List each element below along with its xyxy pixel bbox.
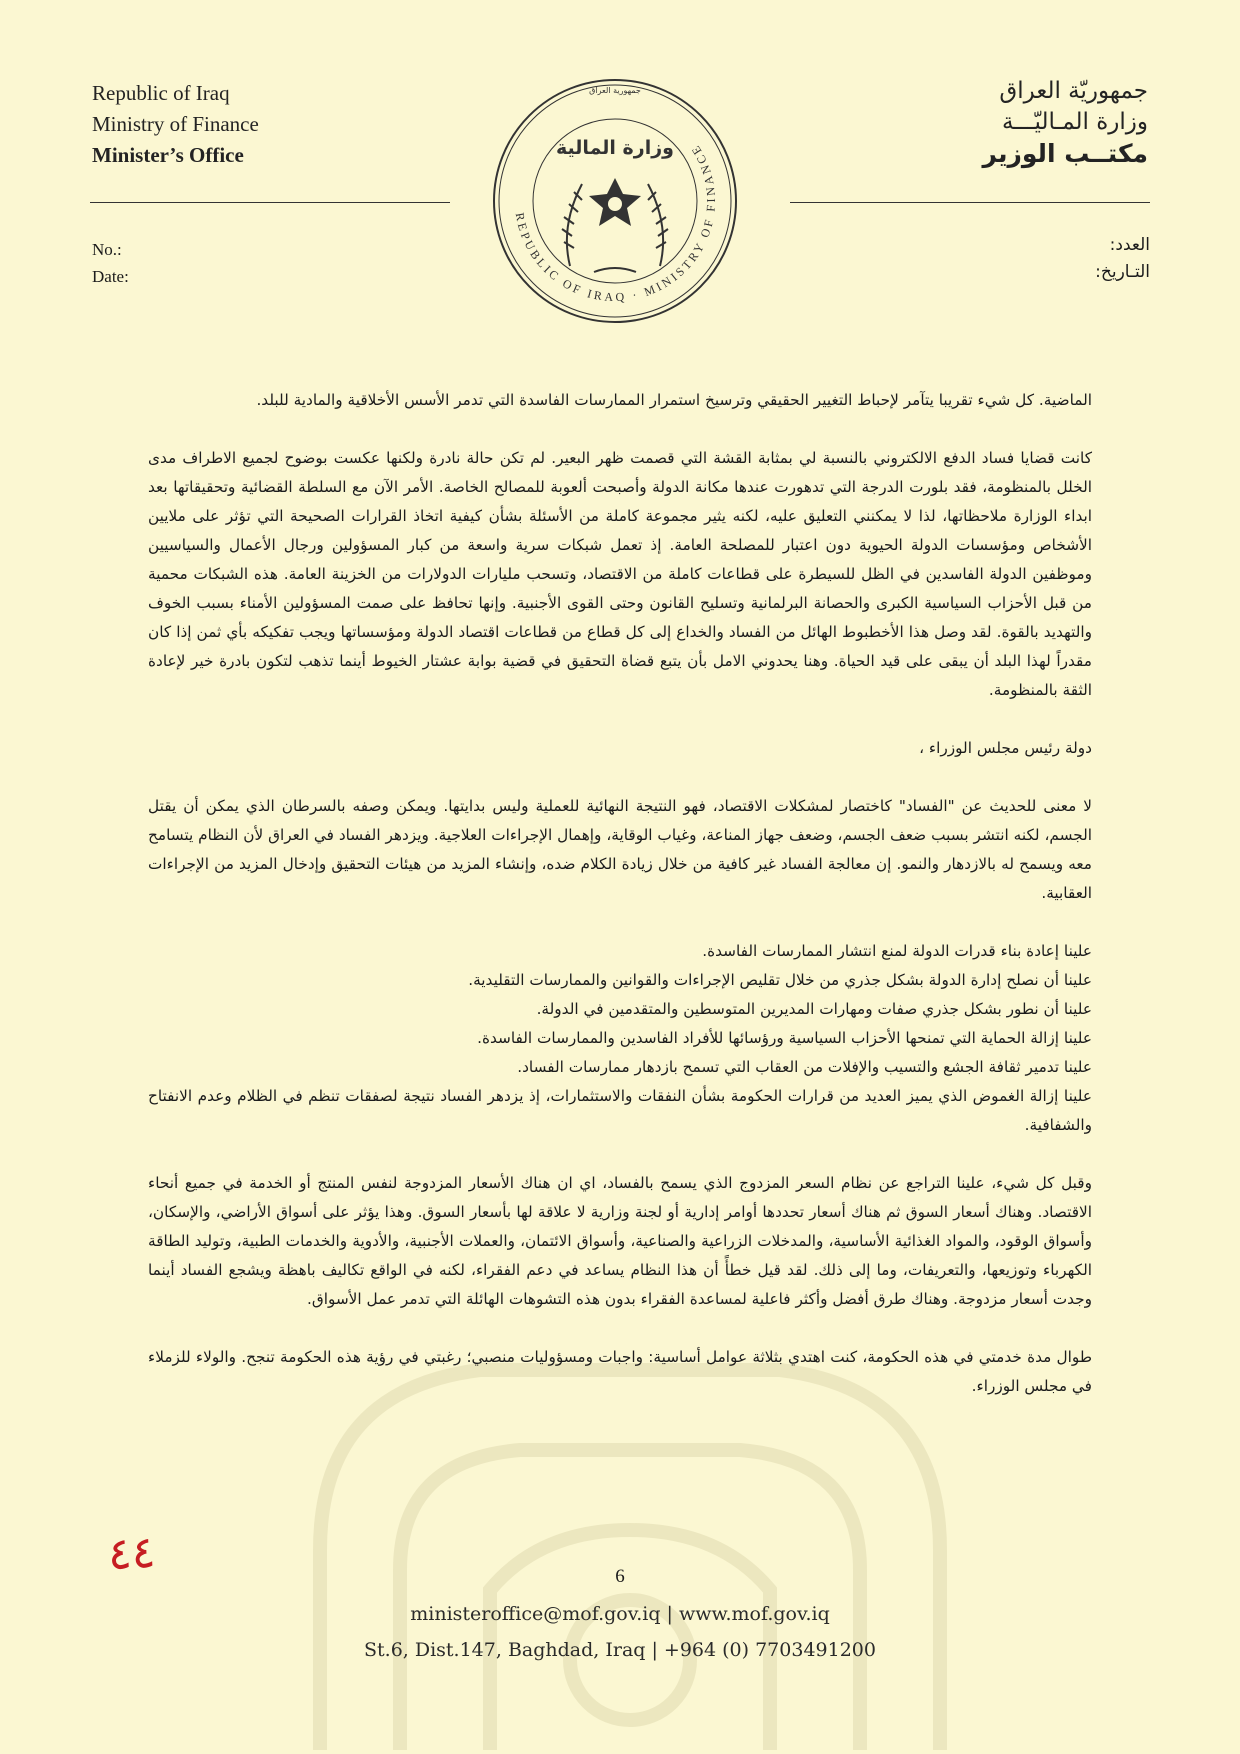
paragraph-3: لا معنى للحديث عن "الفساد" كاختصار لمشكلات الاقتصاد، فهو النتيجة النهائية للعملية وليس بدايتها. ويمكن وصفه بالسرطان الذي يمكن أن يقتل الجسم، لكنه انتشر بسبب ضعف الجسم، وضعف جهاز المناعة، وغياب الوقاية، وإهمال الإجراءات العلاجية. ويزدهر الفساد في العراق لأن النظام يتسامح معه ويسمح له بالازدهار والنمو. إن معالجة الفساد غير كافية من خلال زيادة الكلام ضده، وإنشاء المزيد من هيئات التحقيق وإدخال المزيد من الإجراءات العقابية.	[148, 797, 1092, 902]
list-item: علينا إعادة بناء قدرات الدولة لمنع انتشار الممارسات الفاسدة.	[702, 942, 1092, 960]
handwritten-page-mark: ٤٤	[106, 1526, 157, 1581]
salutation: دولة رئيس مجلس الوزراء ،	[919, 739, 1092, 757]
svg-text:REPUBLIC OF IRAQ · MINISTRY OF: REPUBLIC OF IRAQ · MINISTRY OF FINANCE	[512, 141, 719, 305]
date-label-ar: التـاريخ:	[1095, 262, 1150, 282]
list-item: علينا إزالة الغموض الذي يميز العديد من قرارات الحكومة بشأن النفقات والاستثمارات، إذ يزدهر الفساد نتيجة لصفقات تنظم في الظلام وعدم الانفتاح والشفافية.	[148, 1087, 1092, 1134]
footer-address-phone: St.6, Dist.147, Baghdad, Iraq | +964 (0) 7703491200	[364, 1639, 876, 1661]
date-label: Date:	[92, 267, 129, 286]
country-name-en: Republic of Iraq	[92, 81, 230, 105]
list-item: علينا تدمير ثقافة الجشع والتسيب والإفلات من العقاب التي تسمح بازدهار ممارسات الفساد.	[517, 1058, 1092, 1076]
action-list	[148, 937, 1092, 1140]
list-item: علينا إزالة الحماية التي تمنحها الأحزاب السياسية ورؤسائها للأفراد الفاسدين والممارسات الفاسدة.	[477, 1029, 1092, 1047]
ministry-name-en: Ministry of Finance	[92, 112, 259, 136]
list-item: علينا أن نطور بشكل جذري صفات ومهارات المديرين المتوسطين والمتقدمين في الدولة.	[536, 1000, 1092, 1018]
list-item: علينا أن نصلح إدارة الدولة بشكل جذري من خلال تقليص الإجراءات والقوانين والممارسات التقليدية.	[468, 971, 1092, 989]
paragraph-2: كانت قضايا فساد الدفع الالكتروني بالنسبة لي بمثابة القشة التي قصمت ظهر البعير. لم تكن حالة نادرة ولكنها عكست بوضوح لجميع الاطراف مدى الخلل بالمنظومة، فقد بلورت الدرجة التي تدهورت عندها مكانة الدولة وأصبحت ألعوبة للمصالح الخاصة. الأمر الآن مع السلطة القضائية وتحقيقاتها بعد ابداء الوزارة ملاحظاتها، لذا لا يمكنني التعليق عليه، لكنه يثير مجموعة كاملة من الأسئلة بشأن كيفية اتخاذ القرارات الصحيحة التي تؤثر على ملايين الأشخاص ومؤسسات الدولة الحيوية دون اعتبار للمصلحة العامة. إذ تعمل شبكات سرية واسعة من كبار المسؤولين ورجال الأعمال والسياسيين وموظفين الدولة الفاسدين في الظل للسيطرة على قطاعات كاملة من الاقتصاد، وتسحب مليارات الدولارات من الخزينة العامة. هذه الشبكات محمية من قبل الأحزاب السياسية الكبرى والحصانة البرلمانية وتسليح القانون وحتى القوى الأجنبية. وإنها تحافظ على صمت المسؤولين الأمناء بسبب الخوف والتهديد بالقوة. لقد وصل هذا الأخطبوط الهائل من الفساد والخداع إلى كل قطاع من قطاعات اقتصاد الدولة ومؤسساتها ويجب تفكيكه بأي ثمن إذا كان مقدراً لهذا البلد أن يبقى على قيد الحياة. وهنا يحدوني الامل بأن يتبع قضاة التحقيق في قضية بوابة عشتار الخيوط أينما تذهب لتكون بادرة خير لإعادة الثقة بالمنظومة.	[148, 449, 1092, 699]
letterhead-arabic	[983, 76, 1148, 169]
footer-email-web: ministeroffice@mof.gov.iq | www.mof.gov.iq	[410, 1603, 830, 1625]
reference-labels-ar	[1095, 232, 1150, 286]
footer-contact	[0, 1596, 1240, 1668]
svg-text:وزارة المالية: وزارة المالية	[556, 137, 674, 159]
letterhead-english	[92, 78, 259, 171]
reference-labels-en	[92, 236, 129, 290]
office-name-ar: مكتــب الوزير	[982, 139, 1148, 168]
svg-text:جمهورية العراق: جمهورية العراق	[589, 86, 641, 95]
number-label-ar: العدد:	[1109, 235, 1150, 255]
number-label: No.:	[92, 240, 122, 259]
paragraph-4: وقبل كل شيء، علينا التراجع عن نظام السعر المزدوج الذي يسمح بالفساد، اي ان هناك الأسعار المزدوجة لنفس المنتج أو الخدمة في جميع أنحاء الاقتصاد. وهناك أسعار السوق ثم هناك أسعار تحددها أوامر إدارية أو لجنة وزارية لا علاقة لها بأسعار السوق. وهذا يؤثر على أسواق الأراضي، والإسكان، وأسواق الوقود، والمواد الغذائية الأساسية، والمدخلات الزراعية والصناعية، وأسواق الائتمان، والعملات الأجنبية، والأدوية والخدمات الطبية، وتوليد الطاقة الكهرباء وتوزيعها، والتعريفات، وما إلى ذلك. لقد قيل خطأً أن هذا النظام يساعد في دعم الفقراء، لكنه في الواقع تكاليف باهظة ويشجع الفساد أينما وجدت أسعار مزدوجة. وهناك طرق أفضل وأكثر فاعلية لمساعدة الفقراء بدون هذه التشوهات الهائلة التي تدمر عمل الأسواق.	[148, 1174, 1092, 1308]
letter-body	[148, 386, 1092, 1401]
country-name-ar: جمهوريّة العراق	[999, 78, 1148, 104]
header-divider-right	[790, 202, 1150, 203]
office-name-en: Minister’s Office	[92, 143, 244, 167]
paragraph-5: طوال مدة خدمتي في هذه الحكومة، كنت اهتدي بثلاثة عوامل أساسية: واجبات ومسؤوليات منصبي؛ رغبتي في رؤية هذه الحكومة تنجح. والولاء للزملاء في مجلس الوزراء.	[148, 1348, 1092, 1395]
header-divider-left	[90, 202, 450, 203]
ministry-seal-logo	[490, 76, 740, 326]
page-number: 6	[615, 1566, 625, 1587]
paragraph-1: الماضية. كل شيء تقريبا يتآمر لإحباط التغيير الحقيقي وترسيخ استمرار الممارسات الفاسدة التي تدمر الأسس الأخلاقية والمادية للبلد.	[256, 391, 1092, 409]
ministry-name-ar: وزارة المـاليّـــة	[1001, 109, 1148, 135]
